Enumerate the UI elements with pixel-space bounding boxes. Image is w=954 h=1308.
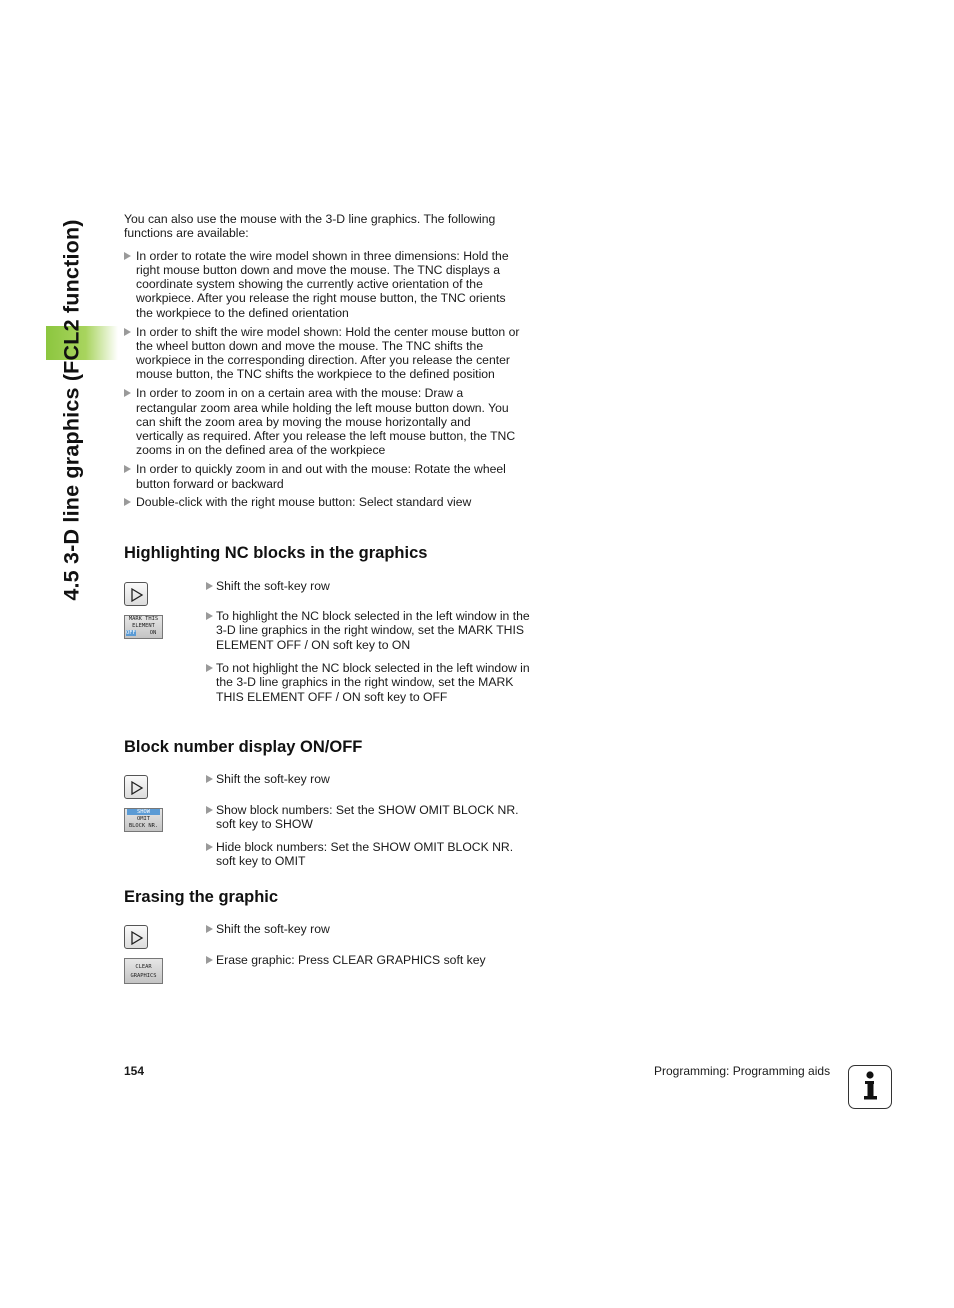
intro-paragraph: You can also use the mouse with the 3-D line graphics. The following functions are available:	[124, 212, 496, 241]
step-item: Erase graphic: Press CLEAR GRAPHICS soft key	[206, 953, 530, 967]
softkey-on-state: ON	[149, 630, 157, 636]
bullet-arrow-icon	[124, 498, 131, 506]
step-arrow-icon	[206, 582, 213, 590]
mark-this-element-softkey[interactable]: MARK THIS ELEMENT OFF ON	[124, 615, 163, 639]
step-arrow-icon	[206, 806, 213, 814]
step-arrow-icon	[206, 956, 213, 964]
step-arrow-icon	[206, 925, 213, 933]
intro-block	[124, 212, 520, 514]
softkey-off-state: OFF	[126, 630, 136, 636]
heading-highlight-nc-blocks: Highlighting NC blocks in the graphics	[124, 544, 428, 562]
list-item: In order to shift the wire model shown: Hold the center mouse button or the wheel button down and move the mouse. The TNC shifts the workpiece in the corresponding direction. After you release the center mouse button, the TNC shifts the workpiece to the defined position	[124, 325, 520, 382]
show-omit-block-nr-softkey[interactable]: SHOW OMIT BLOCK NR.	[124, 808, 163, 832]
step-arrow-icon	[206, 843, 213, 851]
step-item: To not highlight the NC block selected in the left window in the 3-D line graphics in the right window, set the MARK THIS ELEMENT OFF / ON soft key to OFF	[206, 661, 530, 704]
mouse-functions-list	[124, 249, 520, 510]
play-arrow-icon	[130, 931, 144, 945]
step-arrow-icon	[206, 612, 213, 620]
step-item: Shift the soft-key row	[206, 772, 530, 786]
bullet-arrow-icon	[124, 252, 131, 260]
list-item: Double-click with the right mouse button: Select standard view	[124, 495, 520, 509]
next-softkey-row-key[interactable]	[124, 925, 148, 949]
step-item: Hide block numbers: Set the SHOW OMIT BLOCK NR. soft key to OMIT	[206, 840, 530, 869]
list-item: In order to rotate the wire model shown in three dimensions: Hold the right mouse button down and move the mouse. The TNC displays a coordinate system showing the currently active orientation of the workpiece. After you release the right mouse button, the TNC orients the workpiece to the defined orientation	[124, 249, 520, 320]
clear-graphics-softkey[interactable]: CLEAR GRAPHICS	[124, 958, 163, 984]
play-arrow-icon	[130, 781, 144, 795]
heading-block-number-display: Block number display ON/OFF	[124, 738, 363, 756]
next-softkey-row-key[interactable]	[124, 775, 148, 799]
heading-erasing-graphic: Erasing the graphic	[124, 888, 279, 906]
step-item: To highlight the NC block selected in the left window in the 3-D line graphics in the right window, set the MARK THIS ELEMENT OFF / ON soft key to ON	[206, 609, 530, 652]
section-title-text: 4.5 3-D line graphics (FCL2 function)	[59, 219, 84, 601]
list-item: In order to zoom in on a certain area with the mouse: Draw a rectangular zoom area while holding the left mouse button down. You can shift the zoom area by moving the mouse horizontally and vertically as required. After you release the left mouse button, the TNC zooms in on the defined area of the workpiece	[124, 386, 520, 457]
step-arrow-icon	[206, 664, 213, 672]
step-item: Shift the soft-key row	[206, 579, 530, 593]
step-arrow-icon	[206, 775, 213, 783]
info-icon	[848, 1065, 892, 1109]
step-item: Show block numbers: Set the SHOW OMIT BLOCK NR. soft key to SHOW	[206, 803, 530, 832]
bullet-arrow-icon	[124, 465, 131, 473]
next-softkey-row-key[interactable]	[124, 582, 148, 606]
bullet-arrow-icon	[124, 328, 131, 336]
bullet-arrow-icon	[124, 389, 131, 397]
softkey-show-state: SHOW	[127, 809, 160, 815]
play-arrow-icon	[130, 588, 144, 602]
step-item: Shift the soft-key row	[206, 922, 530, 936]
chapter-title: Programming: Programming aids	[654, 1064, 831, 1078]
list-item: In order to quickly zoom in and out with the mouse: Rotate the wheel button forward or backward	[124, 462, 520, 491]
page-number: 154	[124, 1064, 145, 1078]
